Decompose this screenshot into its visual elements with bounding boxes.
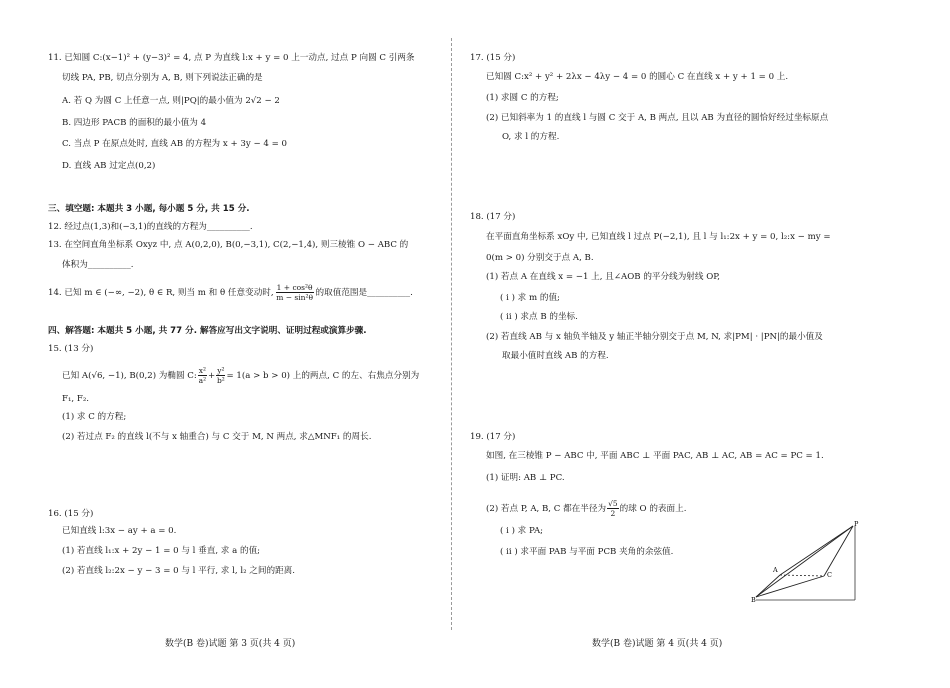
q17-line1: 已知圆 C:x² + y² + 2λx − 4λy − 4 = 0 的圆心 C 在直线 x + y + 1 = 0 上. bbox=[486, 72, 789, 82]
label-p: P bbox=[854, 520, 859, 528]
label-b: B bbox=[751, 596, 756, 604]
right-footer: 数学(B 卷)试题 第 4 页(共 4 页) bbox=[592, 639, 723, 649]
q16-part1: (1) 若直线 l₁:x + 2y − 1 = 0 与 l 垂直, 求 a 的值; bbox=[62, 546, 261, 556]
q11-option-d: D. 直线 AB 过定点(0,2) bbox=[62, 161, 156, 171]
q11-option-c: C. 当点 P 在原点处时, 直线 AB 的方程为 x + 3y − 4 = 0 bbox=[62, 139, 287, 149]
label-a: A bbox=[773, 566, 778, 574]
q16-part2: (2) 若直线 l₂:2x − y − 3 = 0 与 l 平行, 求 l, l₂ 之间的距离. bbox=[62, 566, 295, 576]
edge-pb bbox=[756, 526, 853, 597]
q14-pre: 14. 已知 m ∈ (−∞, −2), θ ∈ R, 则当 m 和 θ 任意变动时, bbox=[48, 288, 274, 298]
q18-line1: 在平面直角坐标系 xOy 中, 已知直线 l 过点 P(−2,1), 且 l 与 l₁:2x + y = 0, l₂:x − my = bbox=[486, 232, 831, 242]
q15-line2: F₁, F₂. bbox=[62, 394, 90, 404]
q14-text bbox=[48, 283, 413, 302]
q15-frac2-num: y² bbox=[217, 366, 225, 375]
q19-heading: 19. (17 分) bbox=[470, 432, 516, 442]
q16-heading: 16. (15 分) bbox=[48, 509, 94, 519]
q15-line1b: = 1(a > b > 0) 上的两点, C 的左、右焦点分别为 bbox=[226, 371, 420, 381]
q14-denominator: m − sin²θ bbox=[276, 293, 313, 302]
page-divider bbox=[451, 38, 452, 630]
q19-part2-i: ( ⅰ ) 求 PA; bbox=[500, 526, 544, 536]
q15-part2: (2) 若过点 F₂ 的直线 l(不与 x 轴重合) 与 C 交于 M, N 两点, 求△MNF₁ 的周长. bbox=[62, 432, 372, 442]
edge-cp bbox=[824, 526, 853, 576]
q15-line1 bbox=[62, 366, 419, 385]
q15-frac2-den: b² bbox=[216, 376, 225, 385]
q17-part2b: O, 求 l 的方程. bbox=[502, 132, 560, 142]
q14-fraction bbox=[276, 283, 314, 302]
q11-line1: 11. 已知圆 C:(x−1)² + (y−3)² = 4, 点 P 为直线 l:x + y = 0 上一动点, 过点 P 向圆 C 引两条 bbox=[48, 53, 415, 63]
pyramid-figure bbox=[748, 520, 863, 604]
q11-option-a: A. 若 Q 为圆 C 上任意一点, 则|PQ|的最小值为 2√2 − 2 bbox=[62, 96, 280, 106]
q19-radius-fraction bbox=[607, 499, 619, 518]
q11-line2: 切线 PA, PB, 切点分别为 A, B, 则下列说法正确的是 bbox=[62, 73, 263, 83]
label-c: C bbox=[827, 571, 832, 579]
left-footer: 数学(B 卷)试题 第 3 页(共 4 页) bbox=[165, 639, 296, 649]
q17-heading: 17. (15 分) bbox=[470, 53, 516, 63]
q17-part1: (1) 求圆 C 的方程; bbox=[486, 93, 559, 103]
section4-heading: 四、解答题: 本题共 5 小题, 共 77 分. 解答应写出文字说明、证明过程或演算步骤. bbox=[48, 326, 367, 336]
q19-part2 bbox=[486, 499, 686, 518]
q15-plus: + bbox=[208, 371, 216, 381]
q18-line2: 0(m > 0) 分别交于点 A, B. bbox=[486, 253, 594, 263]
q15-frac1-den: a² bbox=[198, 376, 207, 385]
q19-part2-ii: ( ⅱ ) 求平面 PAB 与平面 PCB 夹角的余弦值. bbox=[500, 547, 674, 557]
q13-line1: 13. 在空间直角坐标系 Oxyz 中, 点 A(0,2,0), B(0,−3,1), C(2,−1,4), 则三棱锥 O − ABC 的 bbox=[48, 240, 409, 250]
q19-line1: 如图, 在三棱锥 P − ABC 中, 平面 ABC ⊥ 平面 PAC, AB ⊥ AC, AB = AC = PC = 1. bbox=[486, 451, 824, 461]
q18-part2a: (2) 若直线 AB 与 x 轴负半轴及 y 轴正半轴分别交于点 M, N, 求|PM| · |PN|的最小值及 bbox=[486, 332, 823, 342]
q15-part1: (1) 求 C 的方程; bbox=[62, 412, 127, 422]
q14-numerator: 1 + cos²θ bbox=[276, 283, 313, 292]
q17-part2a: (2) 已知斜率为 1 的直线 l 与圆 C 交于 A, B 两点, 且以 AB 为直径的圆恰好经过坐标原点 bbox=[486, 113, 829, 123]
q15-frac1 bbox=[198, 366, 207, 385]
q18-part1: (1) 若点 A 在直线 x = −1 上, 且∠AOB 的平分线为射线 OP, bbox=[486, 272, 721, 282]
q13-line2: 体积为__________. bbox=[62, 260, 134, 270]
q12: 12. 经过点(1,3)和(−3,1)的直线的方程为__________. bbox=[48, 222, 253, 232]
q11-option-b: B. 四边形 PACB 的面积的最小值为 4 bbox=[62, 118, 207, 128]
q18-part1-i: ( ⅰ ) 求 m 的值; bbox=[500, 293, 560, 303]
q18-heading: 18. (17 分) bbox=[470, 212, 516, 222]
q15-frac1-num: x² bbox=[198, 366, 207, 375]
q18-part1-ii: ( ⅱ ) 求点 B 的坐标. bbox=[500, 312, 578, 322]
q19-radius-num: √5 bbox=[608, 499, 618, 508]
q15-heading: 15. (13 分) bbox=[48, 344, 94, 354]
q14-post: 的取值范围是__________. bbox=[315, 288, 413, 298]
section3-heading: 三、填空题: 本题共 3 小题, 每小题 5 分, 共 15 分. bbox=[48, 204, 250, 214]
edge-ap bbox=[780, 526, 853, 575]
q16-line1: 已知直线 l:3x − ay + a = 0. bbox=[62, 526, 177, 536]
q18-part2b: 取最小值时直线 AB 的方程. bbox=[502, 351, 609, 361]
q19-part2b: 的球 O 的表面上. bbox=[619, 504, 687, 514]
q15-frac2 bbox=[216, 366, 225, 385]
q19-radius-den: 2 bbox=[610, 509, 616, 518]
q19-part2a: (2) 若点 P, A, B, C 都在半径为 bbox=[486, 504, 607, 514]
q19-part1: (1) 证明: AB ⊥ PC. bbox=[486, 473, 565, 483]
q15-line1a: 已知 A(√6, −1), B(0,2) 为椭圆 C: bbox=[62, 371, 197, 381]
edge-bc bbox=[756, 576, 824, 597]
